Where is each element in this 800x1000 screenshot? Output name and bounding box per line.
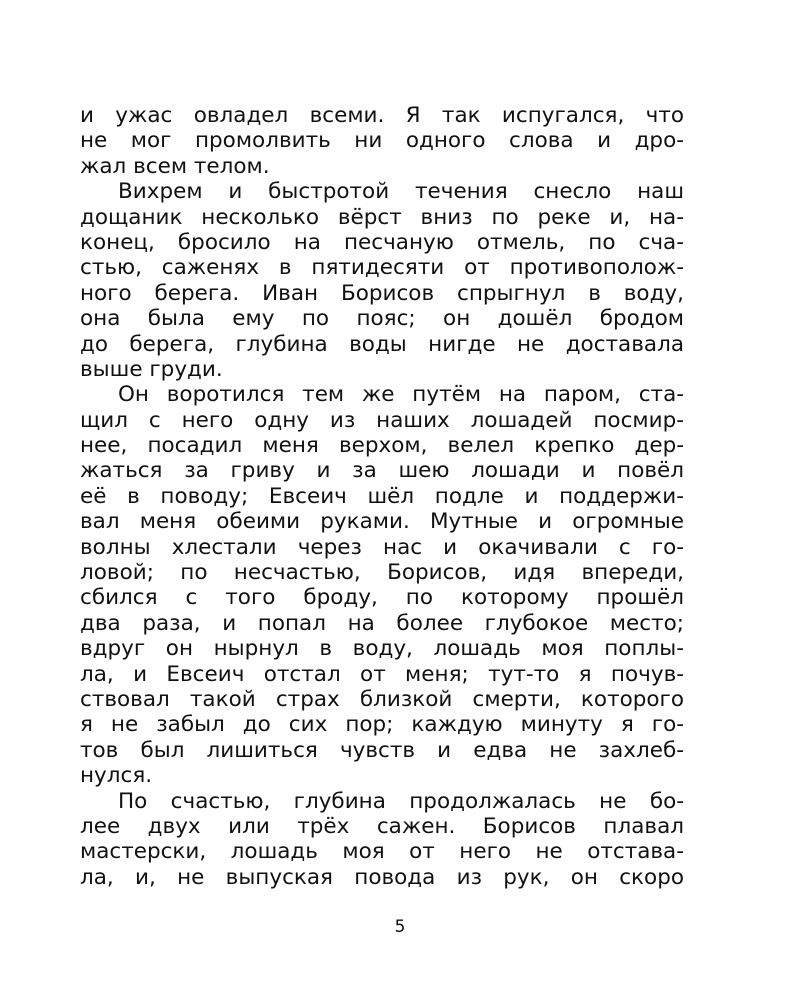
text-line: лее двух или трёх сажен. Борисов плавал (80, 813, 684, 839)
text-line: ла, и, не выпуская повода из рук, он скоро (80, 864, 684, 890)
text-line: дощаник несколько вёрст вниз по реке и, на- (80, 204, 684, 230)
text-line: она была ему по пояс; он дошёл бродом (80, 306, 684, 332)
text-line: два раза, и попал на более глубокое место; (80, 610, 684, 636)
text-line: тов был лишиться чувств и едва не захлеб- (80, 737, 684, 763)
text-line: нее, посадил меня верхом, велел крепко дер- (80, 433, 684, 459)
page-number: 5 (394, 917, 406, 937)
text-line: ла, и Евсеич отстал от меня; тут-то я почув- (80, 661, 684, 687)
text-line: не мог промолвить ни одного слова и дро- (80, 128, 684, 154)
text-line: ствовал такой страх близкой смерти, которого (80, 686, 684, 712)
text-line: Он воротился тем же путём на паром, ста- (118, 382, 684, 408)
text-line: Вихрем и быстротой течения снесло наш (118, 179, 684, 205)
text-line: сбился с того броду, по которому прошёл (80, 585, 684, 611)
text-line: жаться за гриву и за шею лошади и повёл (80, 458, 684, 484)
text-line: По счастью, глубина продолжалась не бо- (118, 788, 684, 814)
text-line: мастерски, лошадь моя от него не отстава- (80, 839, 684, 865)
text-line: до берега, глубина воды нигде не доставала (80, 331, 684, 357)
text-line: конец, бросило на песчаную отмель, по сча- (80, 229, 684, 255)
text-line: ного берега. Иван Борисов спрыгнул в воду, (80, 280, 684, 306)
body-text (80, 103, 684, 890)
text-line: её в поводу; Евсеич шёл подле и поддержи- (80, 483, 684, 509)
text-line: ловой; по несчастью, Борисов, идя впереди, (80, 560, 684, 586)
text-line: выше груди. (80, 356, 223, 382)
text-line: и ужас овладел всеми. Я так испугался, что (80, 103, 684, 128)
text-line: стью, саженях в пятидесяти от противополож- (80, 255, 684, 281)
text-line: нулся. (80, 763, 153, 789)
text-line: вал меня обеими руками. Мутные и огромные (80, 509, 684, 535)
text-line: жал всем телом. (80, 153, 270, 179)
text-line: вдруг он нырнул в воду, лошадь моя поплы- (80, 636, 684, 662)
text-line: волны хлестали через нас и окачивали с го- (80, 534, 684, 560)
text-line: я не забыл до сих пор; каждую минуту я го- (80, 712, 684, 738)
text-line: щил с него одну из наших лошадей посмир- (80, 407, 684, 433)
